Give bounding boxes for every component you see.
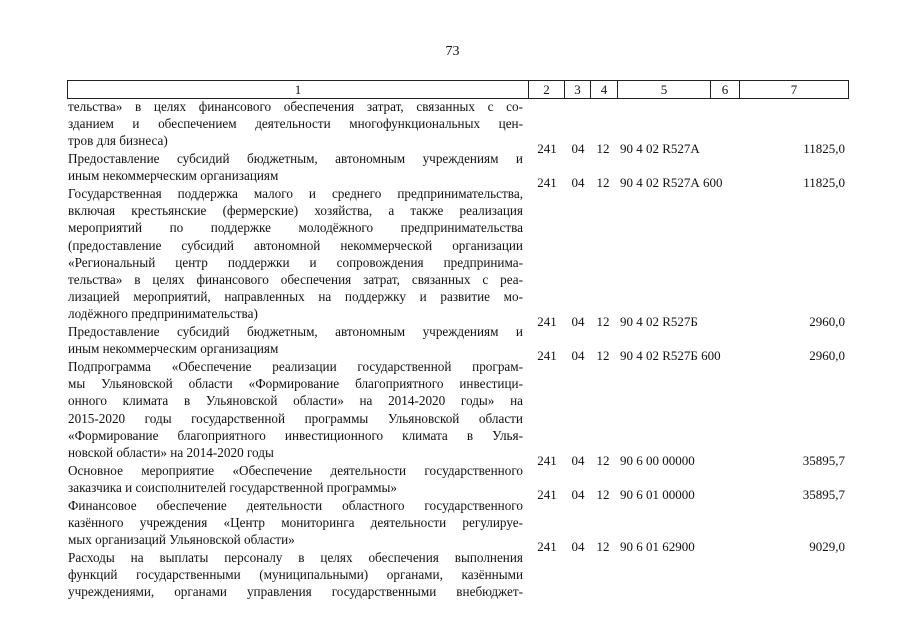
text-line: иным некоммерческим организациям — [68, 341, 279, 357]
text-line: мых организаций Ульяновской области» — [68, 532, 295, 548]
cell-amount: 11825,0 — [803, 141, 845, 156]
text-line: лодёжного предпринимательства) — [68, 306, 258, 322]
text-line: зданием и обеспечением деятельности многофункциональных цен- — [68, 116, 523, 132]
header-col-5: 5 — [617, 80, 711, 99]
cell-amount: 11825,0 — [803, 175, 845, 190]
cell-section: 04 — [571, 539, 585, 554]
header-col-2: 2 — [528, 80, 565, 99]
cell-code: 90 4 02 R527А — [620, 141, 700, 156]
cell-code: 90 4 02 R527А 600 — [620, 175, 723, 190]
text-block — [68, 150, 523, 184]
text-line: учреждениями, органами управления государственными внебюджет- — [68, 584, 523, 600]
text-line: лизацией мероприятий, направленных на поддержку и развитие мо- — [68, 289, 523, 305]
text-line: Подпрограмма «Обеспечение реализации государственной програм- — [68, 359, 523, 374]
cell-code: 90 6 01 62900 — [620, 539, 695, 554]
text-line: мероприятий по поддержке молодёжного предпринимательства — [68, 220, 523, 236]
cell-code: 90 6 00 00000 — [620, 453, 695, 468]
cell-subsection: 12 — [596, 314, 610, 329]
text-line: (предоставление субсидий автономной некоммерческой организации — [68, 237, 523, 253]
text-block — [68, 185, 523, 323]
text-line: Государственная поддержка малого и среднего предпринимательства, — [68, 186, 523, 201]
text-line: заказчика и соисполнителей государственной программы» — [68, 480, 397, 496]
text-line: 2015-2020 годы государственной программы Ульяновской области — [68, 410, 523, 426]
text-line: Основное мероприятие «Обеспечение деятельности государственного — [68, 463, 523, 478]
cell-amount: 35895,7 — [802, 453, 845, 468]
cell-amount: 35895,7 — [802, 487, 845, 502]
cell-section: 04 — [571, 175, 585, 190]
header-col-4: 4 — [590, 80, 618, 99]
cell-amount: 2960,0 — [809, 348, 845, 363]
cell-subsection: 12 — [596, 175, 610, 190]
cell-subsection: 12 — [596, 539, 610, 554]
header-col-1: 1 — [67, 80, 529, 99]
text-block — [68, 98, 523, 150]
cell-section: 04 — [571, 348, 585, 363]
text-line: Предоставление субсидий бюджетным, автономным учреждениям и — [68, 324, 523, 339]
text-line: Расходы на выплаты персоналу в целях обеспечения выполнения — [68, 550, 523, 565]
cell-amount: 9029,0 — [809, 539, 845, 554]
text-line: новской области» на 2014-2020 годы — [68, 445, 274, 461]
text-block — [68, 462, 523, 496]
cell-amount: 2960,0 — [809, 314, 845, 329]
header-col-7: 7 — [739, 80, 849, 99]
cell-subsection: 12 — [596, 141, 610, 156]
text-block — [68, 323, 523, 357]
text-line: тельства» в целях финансового обеспечения затрат, связанных с реа- — [68, 272, 523, 288]
cell-code: 90 6 01 00000 — [620, 487, 695, 502]
cell-admin: 241 — [537, 487, 557, 502]
text-block — [68, 549, 523, 601]
text-line: тельства» в целях финансового обеспечения затрат, связанных с со- — [68, 99, 523, 114]
cell-subsection: 12 — [596, 453, 610, 468]
cell-code: 90 4 02 R527Б — [620, 314, 698, 329]
text-block — [68, 497, 523, 549]
header-col-3: 3 — [564, 80, 591, 99]
text-line: функций государственными (муниципальными) органами, казёнными — [68, 567, 523, 583]
text-line: включая крестьянские (фермерские) хозяйства, а также реализация — [68, 203, 523, 219]
cell-admin: 241 — [537, 539, 557, 554]
header-col-6: 6 — [710, 80, 740, 99]
text-line: Предоставление субсидий бюджетным, автономным учреждениям и — [68, 151, 523, 166]
cell-section: 04 — [571, 487, 585, 502]
cell-subsection: 12 — [596, 487, 610, 502]
cell-code: 90 4 02 R527Б 600 — [620, 348, 721, 363]
cell-section: 04 — [571, 314, 585, 329]
cell-admin: 241 — [537, 348, 557, 363]
text-line: Финансовое обеспечение деятельности областного государственного — [68, 498, 523, 513]
cell-admin: 241 — [537, 175, 557, 190]
cell-admin: 241 — [537, 141, 557, 156]
text-line: «Региональный центр поддержки и сопровождения предпринима- — [68, 254, 523, 270]
text-line: мы Ульяновской области «Формирование благоприятного инвестици- — [68, 376, 523, 392]
text-block — [68, 358, 523, 461]
cell-admin: 241 — [537, 314, 557, 329]
cell-section: 04 — [571, 453, 585, 468]
cell-subsection: 12 — [596, 348, 610, 363]
text-line: «Формирование благоприятного инвестиционного климата в Улья- — [68, 427, 523, 443]
text-line: онного климата в Ульяновской области» на 2014-2020 годы» на — [68, 393, 523, 409]
text-line: иным некоммерческим организациям — [68, 168, 279, 184]
cell-section: 04 — [571, 141, 585, 156]
text-line: казённого учреждения «Центр мониторинга деятельности регулируе- — [68, 515, 523, 531]
cell-admin: 241 — [537, 453, 557, 468]
page-number: 73 — [445, 44, 460, 59]
text-line: тров для бизнеса) — [68, 133, 168, 149]
